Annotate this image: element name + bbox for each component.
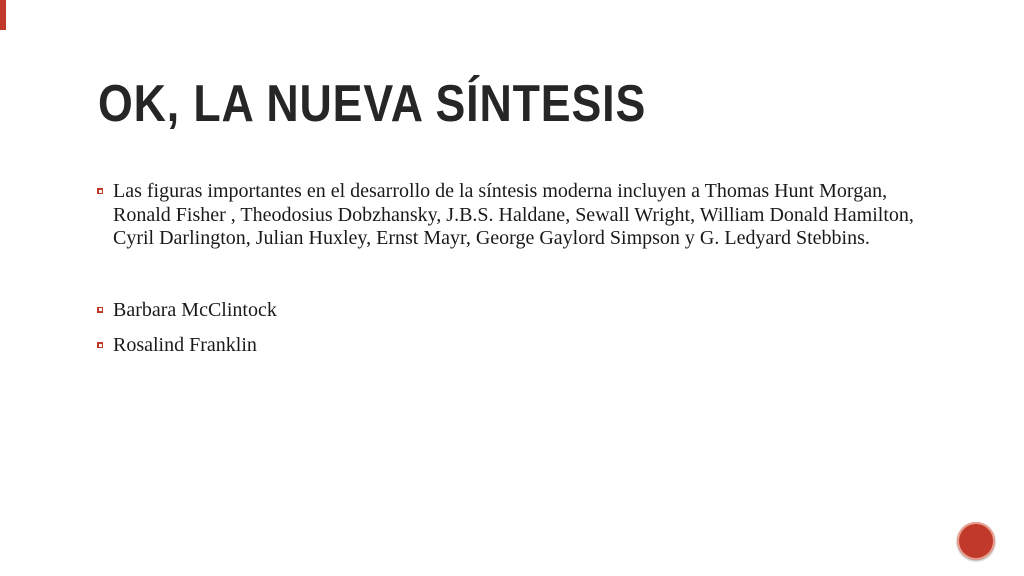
bullet-list: [96, 180, 936, 358]
square-bullet-icon: [97, 342, 103, 348]
bullet-text: Barbara McClintock: [113, 298, 277, 321]
bullet-item: [96, 299, 936, 323]
bullet-text: Las figuras importantes en el desarrollo de la síntesis moderna incluyen a Thomas Hunt Morgan, Ronald Fisher , Theodosius Dobzhansky, J.B.S. Haldane, Sewall Wright, William Donald Hamilton, Cyril Darlington, Julian Huxley, Ernst Mayr, George Gaylord Simpson y G. Ledyard Stebbins.: [113, 180, 914, 249]
accent-mark: [0, 0, 6, 30]
square-bullet-icon: [97, 307, 103, 313]
bullet-item: [96, 180, 936, 251]
bullet-item: [96, 334, 936, 358]
bullet-text: Rosalind Franklin: [113, 334, 257, 356]
slide-number-circle-icon: [957, 522, 995, 560]
square-bullet-icon: [97, 188, 103, 194]
slide-title: OK, LA NUEVA SÍNTESIS: [98, 75, 647, 133]
